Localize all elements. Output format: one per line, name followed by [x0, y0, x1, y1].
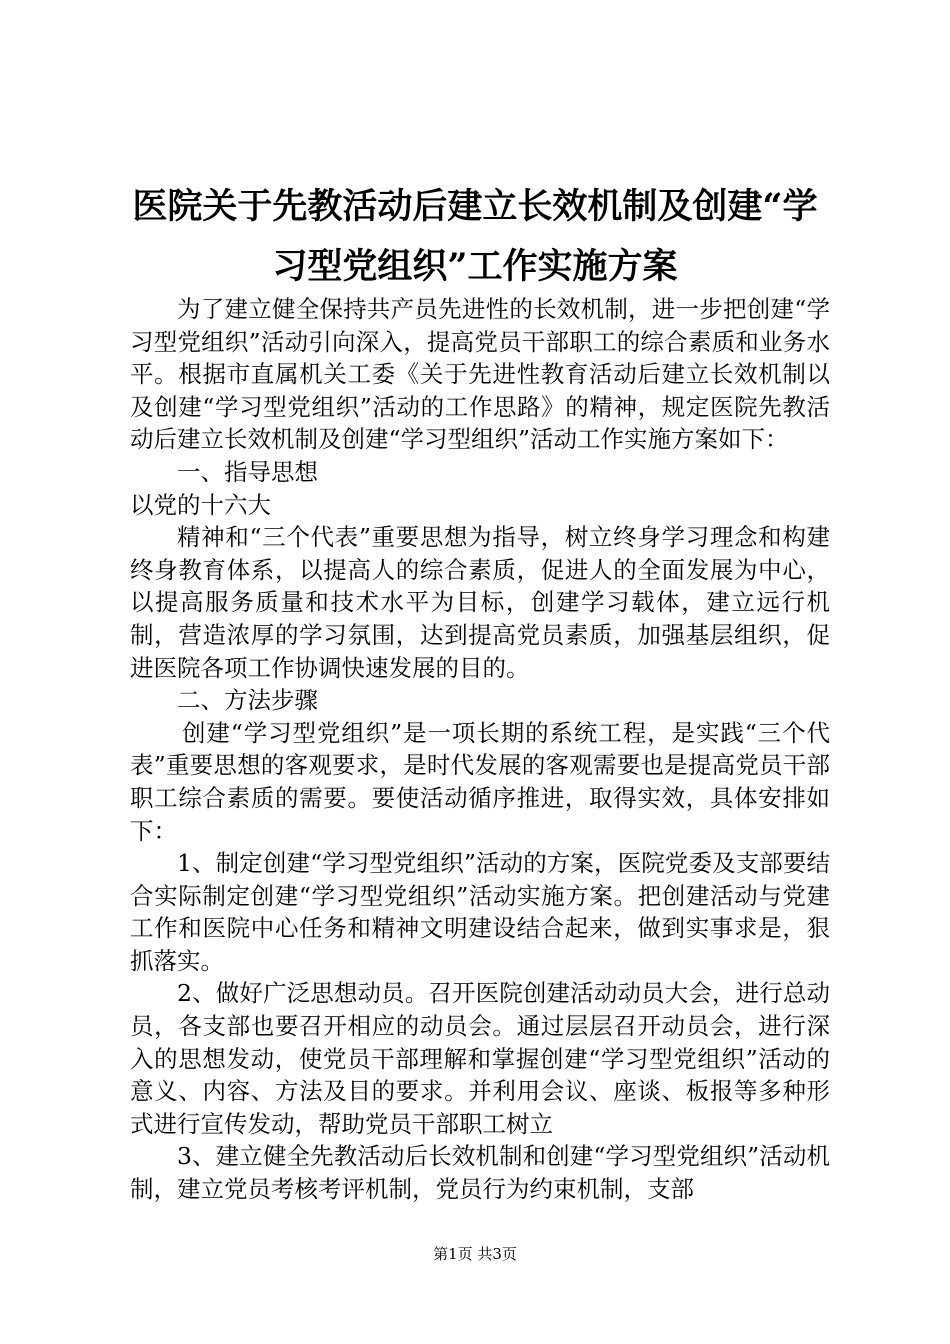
- document-title-line-2: 习型党组织”工作实施方案: [272, 246, 678, 287]
- paragraph-intro: 为了建立健全保持共产员先进性的长效机制，进一步把创建“学习型党组织”活动引向深入，提高党员干部职工的综合素质和业务水平。根据市直属机关工委《关于先进性教育活动后建立长效机制以及创建“学习型党组织”活动的工作思路》的精神，规定医院先教活动后建立长效机制及创建“学习型组织”活动工作实施方案如下：: [130, 295, 830, 454]
- document-title-line-1: 医院关于先教活动后建立长效机制及创建“学: [132, 186, 818, 227]
- paragraph-guiding-ideology: 精神和“三个代表”重要思想为指导，树立终身学习理念和构建终身教育体系，以提高人的综合素质，促进人的全面发展为中心，以提高服务质量和技术水平为目标，创建学习载体，建立远行机制，营造浓厚的学习氛围，达到提高党员素质，加强基层组织，促进医院各项工作协调快速发展的目的。: [130, 523, 830, 682]
- paragraph-methods-intro: 创建“学习型党组织”是一项长期的系统工程，是实践“三个代表”重要思想的客观要求，是时代发展的客观需要也是提高党员干部职工综合素质的需要。要使活动循序推进，取得实效，具体安排如下：: [130, 718, 830, 845]
- section-heading-methods-steps: 二、方法步骤: [177, 686, 318, 715]
- list-item-step-2: 2、做好广泛思想动员。召开医院创建活动动员大会，进行总动员，各支部也要召开相应的动员会。通过层层召开动员会，进行深入的思想发动，使党员干部理解和掌握创建“学习型党组织”活动的意义、内容、方法及目的要求。并利用会议、座谈、板报等多种形式进行宣传发动，帮助党员干部职工树立: [130, 979, 830, 1138]
- document-body: [130, 293, 830, 1206]
- list-item-step-3: 3、建立健全先教活动后长效机制和创建“学习型党组织”活动机制，建立党员考核考评机制，党员行为约束机制，支部: [130, 1142, 830, 1204]
- section-heading-guiding-ideology: 一、指导思想: [177, 457, 318, 486]
- page-footer: 第1页 共3页: [433, 1245, 517, 1263]
- list-item-step-1: 1、制定创建“学习型党组织”活动的方案，医院党委及支部要结合实际制定创建“学习型党组织”活动实施方案。把创建活动与党建工作和医院中心任务和精神文明建设结合起来，做到实事求是，狠抓落实。: [130, 849, 830, 975]
- paragraph-fragment: 以党的十六大: [130, 490, 271, 519]
